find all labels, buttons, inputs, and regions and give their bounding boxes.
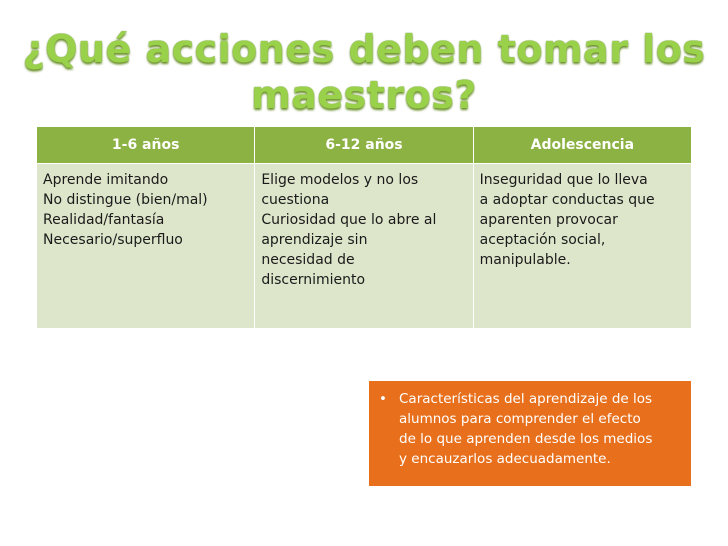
age-stage-table [36, 126, 692, 329]
cell-line: a adoptar conductas que [479, 192, 655, 208]
cell-line: aparenten provocar [479, 212, 618, 228]
cell-line: Elige modelos y no los [261, 172, 419, 188]
callout-line: y encauzarlos adecuadamente. [399, 451, 611, 467]
callout-box [369, 381, 691, 486]
cell-line: cuestiona [261, 192, 330, 208]
slide-title-line-1: ¿Qué acciones deben tomar los [22, 27, 706, 71]
cell-line: necesidad de [261, 252, 355, 268]
callout-line: de lo que aprenden desde los medios [399, 431, 653, 447]
header-cell-1-6: 1-6 años [37, 127, 255, 164]
slide-title-line-2: maestros? [251, 73, 477, 117]
cell-line: manipulable. [479, 252, 571, 268]
callout-line: alumnos para comprender el efecto [399, 411, 641, 427]
cell-line: Realidad/fantasía [43, 212, 165, 228]
callout-text [399, 389, 683, 469]
cell-6-12 [255, 164, 473, 329]
header-cell-6-12: 6-12 años [255, 127, 473, 164]
slide-title [0, 26, 728, 118]
cell-1-6 [37, 164, 255, 329]
cell-adolescencia [473, 164, 691, 329]
header-cell-adolescencia: Adolescencia [473, 127, 691, 164]
table-row [37, 164, 692, 329]
cell-line: Aprende imitando [43, 172, 169, 188]
cell-line: aceptación social, [479, 232, 606, 248]
cell-line: aprendizaje sin [261, 232, 368, 248]
cell-line: discernimiento [261, 272, 366, 288]
cell-line: Curiosidad que lo abre al [261, 212, 437, 228]
cell-line: Necesario/superfluo [43, 232, 183, 248]
bullet-icon: • [379, 391, 387, 407]
cell-line: Inseguridad que lo lleva [479, 172, 648, 188]
callout-line: Características del aprendizaje de los [399, 391, 653, 407]
cell-line: No distingue (bien/mal) [43, 192, 208, 208]
table-header-row [37, 127, 692, 164]
